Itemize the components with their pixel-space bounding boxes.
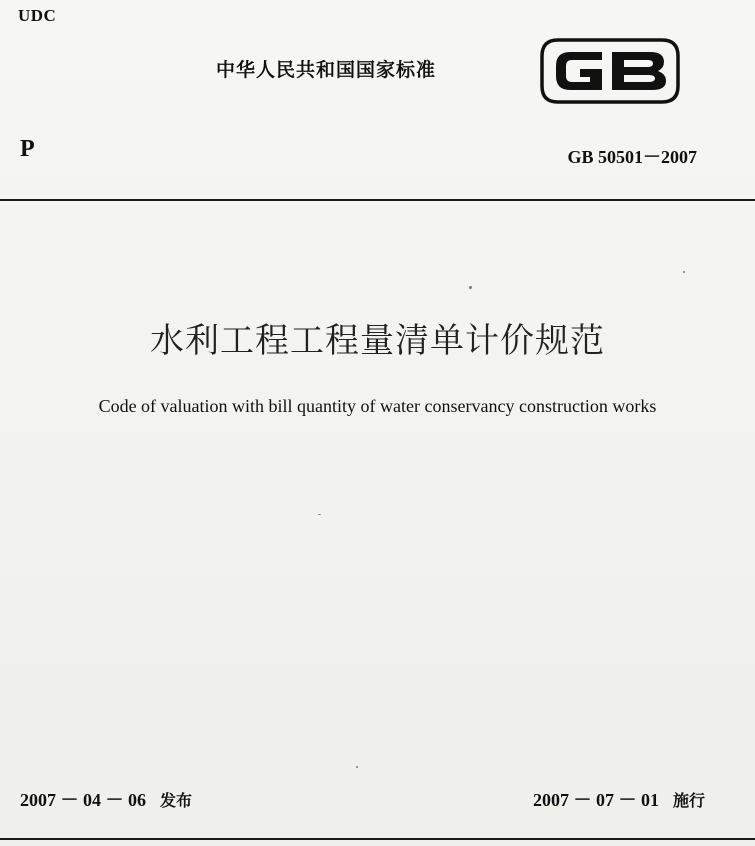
issue-label: 发布 (160, 791, 193, 810)
chinese-title: 水利工程工程量清单计价规范 (150, 321, 605, 361)
gb-logo-text: GB (610, 76, 612, 77)
issue-date: 2007 － 04 － 06 (20, 790, 146, 810)
paper-speck (683, 271, 685, 273)
effective-date-line (533, 786, 705, 812)
udc-label: UDC (18, 6, 57, 25)
english-title: Code of valuation with bill quantity of water conservancy construction works (98, 396, 657, 416)
effective-label: 施行 (672, 791, 705, 810)
paper-speck (318, 514, 321, 515)
top-divider (0, 199, 755, 201)
paper-speck (469, 286, 472, 289)
national-standard-heading: 中华人民共和国国家标准 (216, 59, 437, 81)
issue-date-line (20, 786, 192, 812)
classification-code: P (20, 136, 35, 162)
effective-date: 2007 － 07 － 01 (532, 790, 659, 810)
standard-number: GB 50501－2007 (567, 147, 697, 167)
paper-speck (356, 766, 358, 768)
bottom-divider (0, 838, 755, 840)
gb-logo (538, 36, 682, 106)
